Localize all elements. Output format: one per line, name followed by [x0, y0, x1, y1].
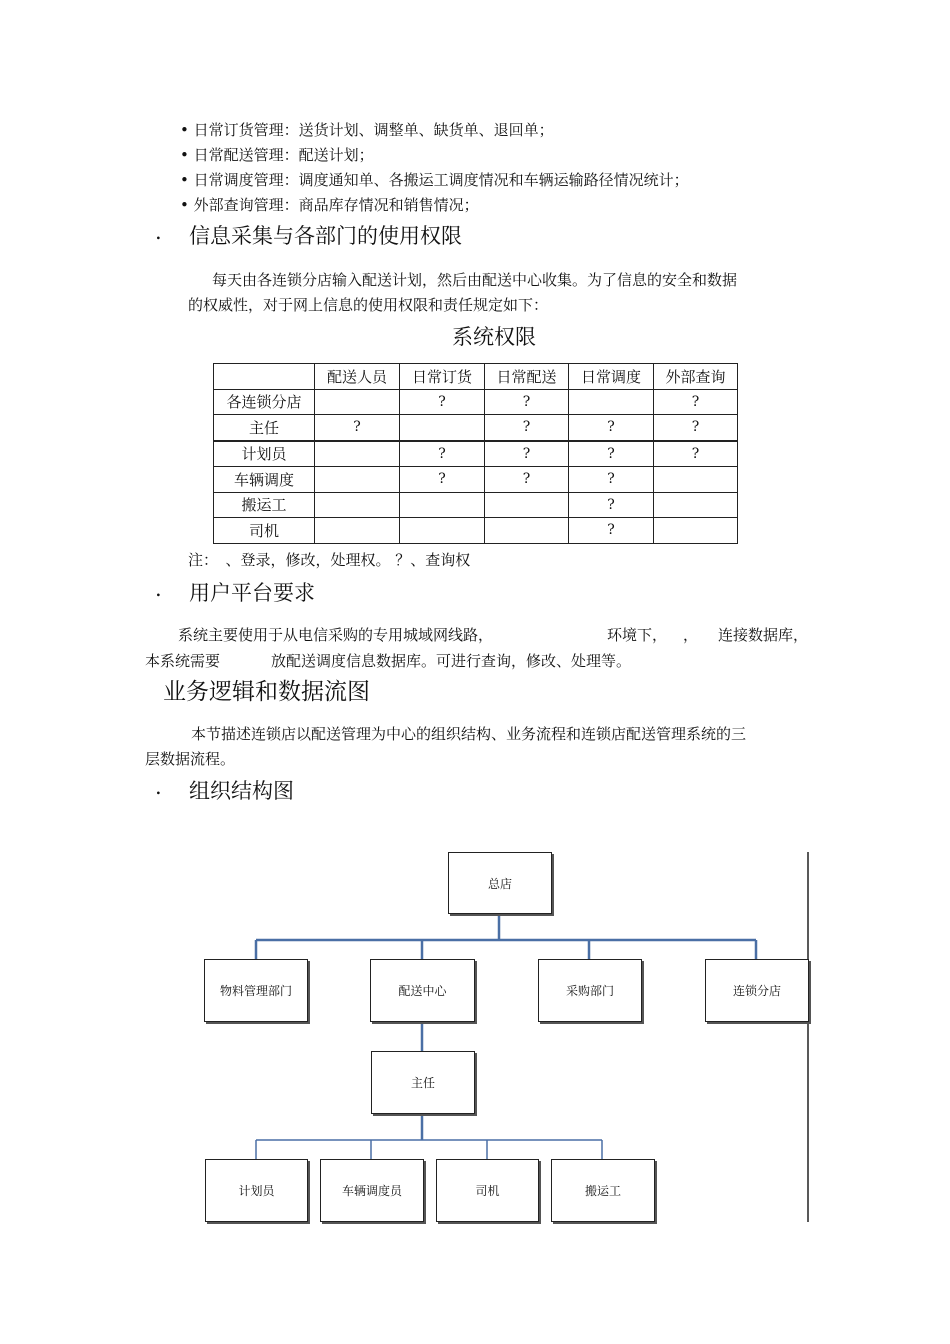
header-cell: 日常调度 [569, 364, 654, 390]
table-cell: ? [569, 467, 654, 493]
section-heading-logic: 业务逻辑和数据流图 [163, 679, 370, 705]
org-node-staff: 车辆调度员 [320, 1159, 424, 1222]
table-cell: ? [485, 389, 569, 415]
header-cell: 配送人员 [315, 364, 400, 390]
org-node-director: 主任 [371, 1051, 475, 1114]
section-number: . [155, 577, 162, 601]
table-cell: ? [654, 441, 738, 467]
platform-text: 放配送调度信息数据库。可进行查询，修改、处理等。 [271, 652, 632, 670]
row-label: 搬运工 [214, 492, 315, 518]
header-cell: 日常配送 [485, 364, 569, 390]
row-label: 各连锁分店 [214, 389, 315, 415]
info-paragraph-line2: 的权威性，对于网上信息的使用权限和责任规定如下： [188, 296, 549, 314]
row-label: 司机 [214, 518, 315, 544]
bullet-item: • 日常配送管理：配送计划； [180, 146, 374, 164]
section-number: . [155, 220, 162, 244]
table-cell: ? [400, 467, 485, 493]
row-label: 车辆调度 [214, 467, 315, 493]
bullet-item: • 外部查询管理：商品库存情况和销售情况； [180, 196, 479, 214]
table-cell: ? [654, 389, 738, 415]
row-label: 计划员 [214, 441, 315, 467]
platform-text: 系统主要使用于从电信采购的专用城域网线路， [178, 626, 494, 644]
table-cell: ? [569, 415, 654, 441]
section-heading-org: 组织结构图 [189, 779, 294, 803]
table-cell: ? [485, 441, 569, 467]
org-node-dept: 采购部门 [538, 959, 642, 1022]
platform-text: 连接数据库， [718, 626, 809, 644]
table-cell: ? [400, 389, 485, 415]
org-node-staff: 搬运工 [551, 1159, 655, 1222]
table-cell: ? [569, 492, 654, 518]
info-paragraph-line1: 每天由各连锁分店输入配送计划，然后由配送中心收集。为了信息的安全和数据 [212, 271, 738, 289]
row-label: 主任 [214, 415, 315, 441]
bullet-item: • 日常调度管理：调度通知单、各搬运工调度情况和车辆运输路径情况统计； [180, 171, 689, 189]
bullet-item: • 日常订货管理：送货计划、调整单、缺货单、退回单； [180, 121, 554, 139]
table-cell: ? [485, 467, 569, 493]
table-cell: ? [400, 441, 485, 467]
table-cell: ? [485, 415, 569, 441]
platform-text: 环境下， [607, 626, 668, 644]
platform-text: 本系统需要 [145, 652, 221, 670]
org-node-root: 总店 [448, 852, 552, 914]
table-cell: ? [569, 441, 654, 467]
table-note: 注： 、登录，修改，处理权。 ？、查询权 [188, 551, 471, 569]
platform-text: ， [683, 626, 699, 644]
table-cell: ? [569, 518, 654, 544]
org-node-dept: 连锁分店 [705, 959, 809, 1022]
logic-paragraph-line1: 本节描述连锁店以配送管理为中心的组织结构、业务流程和连锁店配送管理系统的三 [191, 725, 747, 743]
table-cell: ? [315, 415, 400, 441]
header-cell: 日常订货 [400, 364, 485, 390]
org-node-dept: 配送中心 [370, 959, 475, 1022]
org-node-staff: 司机 [436, 1159, 539, 1222]
table-caption: 系统权限 [452, 325, 536, 349]
org-node-staff: 计划员 [205, 1159, 308, 1222]
org-node-dept: 物料管理部门 [204, 959, 308, 1022]
header-cell: 外部查询 [654, 364, 738, 390]
section-number: . [155, 775, 162, 799]
section-heading-platform: 用户平台要求 [189, 581, 315, 605]
section-heading-info: 信息采集与各部门的使用权限 [189, 224, 462, 248]
table-cell: ? [654, 415, 738, 441]
logic-paragraph-line2: 层数据流程。 [145, 750, 236, 768]
